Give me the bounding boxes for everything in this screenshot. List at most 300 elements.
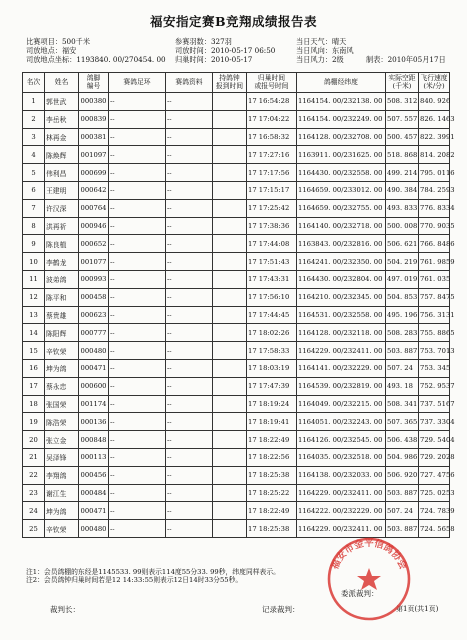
table-cell: 495. 196 (386, 306, 419, 324)
table-cell: 17 17:25:42 (247, 199, 297, 217)
table-cell: 000136 (79, 413, 109, 431)
table-cell: -- (166, 93, 213, 111)
table-cell: 724. 7839 (419, 502, 450, 520)
table-cell: -- (109, 110, 166, 128)
info-release-location: 司放地点：福安 (26, 46, 77, 55)
table-cell: 17 18:22:49 (247, 431, 297, 449)
table-cell (213, 431, 247, 449)
table-cell: 737. 3304 (419, 413, 450, 431)
table-cell: 795. 0116 (419, 164, 450, 182)
info-release-coords: 司放地点坐标：1193840. 00/270454. 00 (26, 55, 166, 64)
table-cell: 辛钦荣 (45, 520, 79, 538)
table-cell: 波弟鸽 (45, 270, 79, 288)
table-cell: -- (109, 270, 166, 288)
table-cell: 1164430. 00/232804. 00 (297, 270, 386, 288)
table-cell: -- (166, 235, 213, 253)
column-header: 持鸽钟 报到时间 (213, 73, 247, 93)
table-cell: 822. 3991 (419, 128, 450, 146)
column-header: 飞行速度 (米/分) (419, 73, 450, 93)
table-cell: -- (109, 217, 166, 235)
table-row (23, 377, 450, 395)
table-cell: 14 (23, 324, 45, 342)
table-cell (213, 324, 247, 342)
table-cell: 1 (23, 93, 45, 111)
table-cell: -- (109, 324, 166, 342)
table-cell (213, 448, 247, 466)
table-cell: 000777 (79, 324, 109, 342)
table-cell: -- (109, 413, 166, 431)
table-cell: 1164140. 00/232718. 00 (297, 217, 386, 235)
table-cell: 770. 9035 (419, 217, 450, 235)
table-cell: 000848 (79, 431, 109, 449)
table-cell: 508. 283 (386, 324, 419, 342)
table-cell: 506. 621 (386, 235, 419, 253)
table-cell: 17 18:19:24 (247, 395, 297, 413)
table-cell: 000764 (79, 199, 109, 217)
table-row (23, 164, 450, 182)
table-cell: 508. 312 (386, 93, 419, 111)
table-cell: 17 16:54:28 (247, 93, 297, 111)
table-cell: -- (166, 164, 213, 182)
table-cell: 1164430. 00/232558. 00 (297, 164, 386, 182)
table-cell: -- (109, 146, 166, 164)
table-cell: 814. 2082 (419, 146, 450, 164)
table-cell: 507. 365 (386, 413, 419, 431)
table-cell: -- (109, 288, 166, 306)
table-cell: 17 17:04:22 (247, 110, 297, 128)
table-cell: -- (109, 93, 166, 111)
table-cell: -- (109, 484, 166, 502)
table-cell: 17 17:56:10 (247, 288, 297, 306)
table-cell: 000839 (79, 110, 109, 128)
table-cell: 000381 (79, 128, 109, 146)
table-cell (213, 199, 247, 217)
table-cell: 吴泽锋 (45, 448, 79, 466)
table-row (23, 93, 450, 111)
table-cell: 507. 24 (386, 502, 419, 520)
table-cell: 6 (23, 181, 45, 199)
official-seal-stamp (325, 535, 413, 623)
table-cell: -- (109, 235, 166, 253)
table-cell: -- (109, 502, 166, 520)
table-cell: 1164035. 00/232518. 00 (297, 448, 386, 466)
table-cell: 761. 035 (419, 270, 450, 288)
table-cell: 1164539. 00/232819. 00 (297, 377, 386, 395)
info-return-time: 归巢时间：2010-05-17 (175, 55, 253, 64)
table-cell: 1164141. 00/232229. 00 (297, 359, 386, 377)
table-cell: 陈浩荣 (45, 413, 79, 431)
table-cell: 郭世武 (45, 93, 79, 111)
table-cell: 11 (23, 270, 45, 288)
table-cell: 729. 2028 (419, 448, 450, 466)
column-header: 归巢时间 或报号时间 (247, 73, 297, 93)
table-cell: 17 17:51:43 (247, 253, 297, 271)
table-cell: 752. 9537 (419, 377, 450, 395)
table-row (23, 502, 450, 520)
table-cell: 756. 3131 (419, 306, 450, 324)
footnote-1: 注1：会员鸽棚的东经是1145533. 99则表示114度55分33. 99秒，纬度同样表示。 (26, 568, 280, 576)
table-cell (213, 217, 247, 235)
table-row (23, 395, 450, 413)
table-cell (213, 377, 247, 395)
signature-referee-label: 裁判长： (50, 605, 80, 614)
table-cell: 1164126. 00/232545. 00 (297, 431, 386, 449)
table-cell: 490. 384 (386, 181, 419, 199)
table-cell (213, 359, 247, 377)
table-cell: 23 (23, 484, 45, 502)
table-cell: 000652 (79, 235, 109, 253)
table-cell: 000480 (79, 342, 109, 360)
table-cell (213, 502, 247, 520)
table-cell: 17 17:44:45 (247, 306, 297, 324)
table-cell: 17 17:27:16 (247, 146, 297, 164)
table-cell: 497. 019 (386, 270, 419, 288)
table-cell (213, 395, 247, 413)
column-header: 赛鸽资料 (166, 73, 213, 93)
table-cell (213, 413, 247, 431)
table-cell: 001174 (79, 395, 109, 413)
table-row (23, 306, 450, 324)
table-cell (213, 128, 247, 146)
table-cell: 001097 (79, 146, 109, 164)
table-row (23, 342, 450, 360)
table-cell: 21 (23, 448, 45, 466)
table-row (23, 110, 450, 128)
table-cell: 757. 8475 (419, 288, 450, 306)
table-cell: 737. 5167 (419, 395, 450, 413)
table-cell: 蔡永忠 (45, 377, 79, 395)
table-cell: 1164154. 00/232138. 00 (297, 93, 386, 111)
table-cell (213, 520, 247, 538)
table-cell: 725. 0253 (419, 484, 450, 502)
table-row (23, 288, 450, 306)
table-cell: -- (166, 377, 213, 395)
table-cell: -- (166, 324, 213, 342)
info-weather: 当日天气：晴天 (296, 37, 347, 46)
table-cell: 18 (23, 395, 45, 413)
table-cell: -- (166, 146, 213, 164)
table-cell: -- (166, 520, 213, 538)
table-cell: 22 (23, 466, 45, 484)
table-cell (213, 235, 247, 253)
table-cell: 17 17:47:39 (247, 377, 297, 395)
table-cell: 727. 4756 (419, 466, 450, 484)
table-cell: -- (166, 448, 213, 466)
table-cell: 17 18:22:56 (247, 448, 297, 466)
table-cell: 17 17:15:17 (247, 181, 297, 199)
table-cell: 17 17:44:08 (247, 235, 297, 253)
table-cell: 503. 887 (386, 484, 419, 502)
table-cell (213, 484, 247, 502)
table-cell: 4 (23, 146, 45, 164)
table-cell: 500. 457 (386, 128, 419, 146)
table-cell: 17 18:25:38 (247, 520, 297, 538)
table-cell: 17 17:43:31 (247, 270, 297, 288)
table-row (23, 359, 450, 377)
table-cell: 17 18:02:26 (247, 324, 297, 342)
table-cell: 493. 833 (386, 199, 419, 217)
column-header: 名次 (23, 73, 45, 93)
table-row (23, 270, 450, 288)
table-cell: 许汉深 (45, 199, 79, 217)
table-cell: 5 (23, 164, 45, 182)
table-cell (213, 181, 247, 199)
info-report-date: 制表：2010年05月17日 (366, 55, 446, 64)
table-cell: -- (109, 431, 166, 449)
page-number: 第1页(共1页) (396, 605, 439, 613)
table-cell: -- (166, 484, 213, 502)
table-cell: 504. 853 (386, 288, 419, 306)
table-cell: 1164229. 00/232411. 00 (297, 484, 386, 502)
table-cell: 19 (23, 413, 45, 431)
table-cell: 729. 5404 (419, 431, 450, 449)
table-cell: -- (109, 377, 166, 395)
table-cell: 753. 345 (419, 359, 450, 377)
table-cell: 17 18:03:19 (247, 359, 297, 377)
table-cell: -- (166, 181, 213, 199)
table-cell: -- (109, 128, 166, 146)
table-cell: 000113 (79, 448, 109, 466)
column-header: 鸽脚 编号 (79, 73, 109, 93)
table-cell: 504. 219 (386, 253, 419, 271)
column-header: 姓名 (45, 73, 79, 93)
table-cell: 1164210. 00/232345. 00 (297, 288, 386, 306)
table-cell: 16 (23, 359, 45, 377)
table-cell: 李岳秋 (45, 110, 79, 128)
info-distance: 比赛项目：500千米 (26, 37, 91, 46)
table-cell: 15 (23, 342, 45, 360)
table-cell (213, 164, 247, 182)
table-cell: 000993 (79, 270, 109, 288)
table-row (23, 466, 450, 484)
table-cell (213, 270, 247, 288)
table-cell: -- (109, 306, 166, 324)
info-wind-level: 当日风力：2级 (296, 55, 344, 64)
table-cell: 陈阳辉 (45, 324, 79, 342)
table-cell: 507. 557 (386, 110, 419, 128)
table-cell: -- (109, 199, 166, 217)
table-cell: -- (166, 342, 213, 360)
table-cell: 761. 9859 (419, 253, 450, 271)
table-cell (213, 93, 247, 111)
signature-recorder-label: 记录裁判： (262, 605, 300, 614)
table-cell: 1163911. 00/231625. 00 (297, 146, 386, 164)
table-cell: 17 18:25:38 (247, 466, 297, 484)
table-cell (213, 342, 247, 360)
table-cell: 1164229. 00/232411. 00 (297, 342, 386, 360)
table-row (23, 235, 450, 253)
table-cell: 000642 (79, 181, 109, 199)
table-cell: 507. 24 (386, 359, 419, 377)
table-cell: 724. 5658 (419, 520, 450, 538)
table-cell: 826. 1463 (419, 110, 450, 128)
table-cell: 洪再祈 (45, 217, 79, 235)
results-table (22, 72, 455, 538)
table-cell: 17 18:22:49 (247, 502, 297, 520)
table-cell: 506. 438 (386, 431, 419, 449)
table-cell (213, 288, 247, 306)
table-cell: 林再金 (45, 128, 79, 146)
table-row (23, 413, 450, 431)
table-cell: 000471 (79, 502, 109, 520)
table-cell: 陈平和 (45, 288, 79, 306)
table-row (23, 484, 450, 502)
table-cell: 17 16:58:32 (247, 128, 297, 146)
table-cell: 李翔鸽 (45, 466, 79, 484)
table-cell: 503. 887 (386, 342, 419, 360)
table-cell: 000699 (79, 164, 109, 182)
table-cell: 1164222. 00/232229. 00 (297, 502, 386, 520)
table-cell: 张国荣 (45, 395, 79, 413)
table-cell: 766. 8486 (419, 235, 450, 253)
info-release-time: 司放时间：2010-05-17 06:50 (175, 46, 276, 55)
table-row (23, 217, 450, 235)
table-cell: 001077 (79, 253, 109, 271)
table-row (23, 128, 450, 146)
table-cell: 坤为鸽 (45, 359, 79, 377)
table-cell: -- (166, 199, 213, 217)
table-cell: 张立金 (45, 431, 79, 449)
table-row (23, 199, 450, 217)
table-cell: 陈焕辉 (45, 146, 79, 164)
table-cell: 坤为鸽 (45, 502, 79, 520)
table-cell: -- (166, 270, 213, 288)
table-cell: 499. 214 (386, 164, 419, 182)
table-cell: -- (166, 128, 213, 146)
table-cell: -- (109, 466, 166, 484)
column-header: 鸽棚经纬度 (297, 73, 386, 93)
table-cell: 1164659. 00/232755. 00 (297, 199, 386, 217)
table-cell: 17 17:17:56 (247, 164, 297, 182)
table-cell: 伟利昌 (45, 164, 79, 182)
table-cell: 503. 887 (386, 520, 419, 538)
table-cell: 753. 7013 (419, 342, 450, 360)
table-cell: -- (166, 110, 213, 128)
table-cell: -- (166, 359, 213, 377)
footnotes (26, 568, 280, 585)
table-cell: 8 (23, 217, 45, 235)
table-row (23, 253, 450, 271)
table-row (23, 431, 450, 449)
table-cell: 1164051. 00/232243. 00 (297, 413, 386, 431)
table-cell: 1164154. 00/232249. 00 (297, 110, 386, 128)
table-cell: 17 (23, 377, 45, 395)
table-body (23, 93, 455, 538)
table-cell: 1164659. 00/233012. 00 (297, 181, 386, 199)
table-cell: 000946 (79, 217, 109, 235)
table-cell: 1164128. 00/232708. 00 (297, 128, 386, 146)
table-cell: 3 (23, 128, 45, 146)
table-cell: -- (166, 306, 213, 324)
column-header: 实际空距 (千米) (386, 73, 419, 93)
table-cell: -- (166, 413, 213, 431)
table-cell: 陈良植 (45, 235, 79, 253)
table-cell: 1164241. 00/232350. 00 (297, 253, 386, 271)
table-cell: 500. 008 (386, 217, 419, 235)
table-cell: 17 18:25:22 (247, 484, 297, 502)
table-cell: 13 (23, 306, 45, 324)
svg-text:福安市金平信鸽协会: 福安市金平信鸽协会 (329, 537, 409, 572)
signature-committee-label: 委派裁判： (341, 589, 379, 598)
table-cell: -- (109, 253, 166, 271)
table-cell: 840. 926 (419, 93, 450, 111)
table-cell: -- (109, 359, 166, 377)
table-cell: -- (109, 395, 166, 413)
table-cell: 000623 (79, 306, 109, 324)
table-cell: -- (109, 342, 166, 360)
report-title: 福安指定赛B竞翔成绩报告表 (149, 14, 318, 29)
table-cell: 9 (23, 235, 45, 253)
table-cell: 20 (23, 431, 45, 449)
table-cell: 17 17:58:33 (247, 342, 297, 360)
table-cell: 776. 8334 (419, 199, 450, 217)
table-cell: 1164049. 00/232215. 00 (297, 395, 386, 413)
table-cell: 518. 868 (386, 146, 419, 164)
table-cell: 王建明 (45, 181, 79, 199)
table-cell: 504. 986 (386, 448, 419, 466)
table-cell: -- (109, 181, 166, 199)
table-cell: -- (109, 448, 166, 466)
table-cell: 000471 (79, 359, 109, 377)
table-cell: 7 (23, 199, 45, 217)
table-cell: 000380 (79, 93, 109, 111)
table-cell: 1164138. 00/232033. 00 (297, 466, 386, 484)
table-cell: 李鹤龙 (45, 253, 79, 271)
table-cell: -- (109, 520, 166, 538)
table-cell: 000480 (79, 520, 109, 538)
table-cell: -- (109, 164, 166, 182)
table-row (23, 324, 450, 342)
table-cell: 755. 8865 (419, 324, 450, 342)
table-cell: 25 (23, 520, 45, 538)
table-row (23, 146, 450, 164)
table-cell: 508. 341 (386, 395, 419, 413)
info-pigeon-count: 参赛羽数：327羽 (175, 37, 232, 46)
table-row (23, 181, 450, 199)
table-cell: -- (166, 217, 213, 235)
table-cell: 蔡贵雄 (45, 306, 79, 324)
table-cell: 784. 2593 (419, 181, 450, 199)
table-cell (213, 253, 247, 271)
info-wind: 当日风向：东南风 (296, 46, 354, 55)
table-cell: 24 (23, 502, 45, 520)
table-cell: 2 (23, 110, 45, 128)
table-cell: 506. 920 (386, 466, 419, 484)
table-cell: -- (166, 288, 213, 306)
table-cell: 000456 (79, 466, 109, 484)
table-row (23, 448, 450, 466)
table-cell: 1164229. 00/232411. 00 (297, 520, 386, 538)
footnote-2: 注2：会员鸽钟归巢时间若是12 14:33:55则表示12日14时33分55秒。 (26, 576, 243, 585)
table-cell: 1164531. 00/232558. 00 (297, 306, 386, 324)
table-cell: 493. 18 (386, 377, 419, 395)
table-cell: -- (166, 502, 213, 520)
table-cell: 10 (23, 253, 45, 271)
table-cell: 谢江生 (45, 484, 79, 502)
table-cell: 1163843. 00/232816. 00 (297, 235, 386, 253)
table-cell: 辛钦荣 (45, 342, 79, 360)
table-cell: 17 17:38:36 (247, 217, 297, 235)
table-cell: -- (166, 431, 213, 449)
table-cell: 12 (23, 288, 45, 306)
table-cell: 000458 (79, 288, 109, 306)
table-cell (213, 306, 247, 324)
column-header: 赛鸽足环 (109, 73, 166, 93)
table-header-row (23, 73, 450, 93)
table-cell (213, 146, 247, 164)
table-cell: 17 18:19:41 (247, 413, 297, 431)
table-cell: -- (166, 466, 213, 484)
